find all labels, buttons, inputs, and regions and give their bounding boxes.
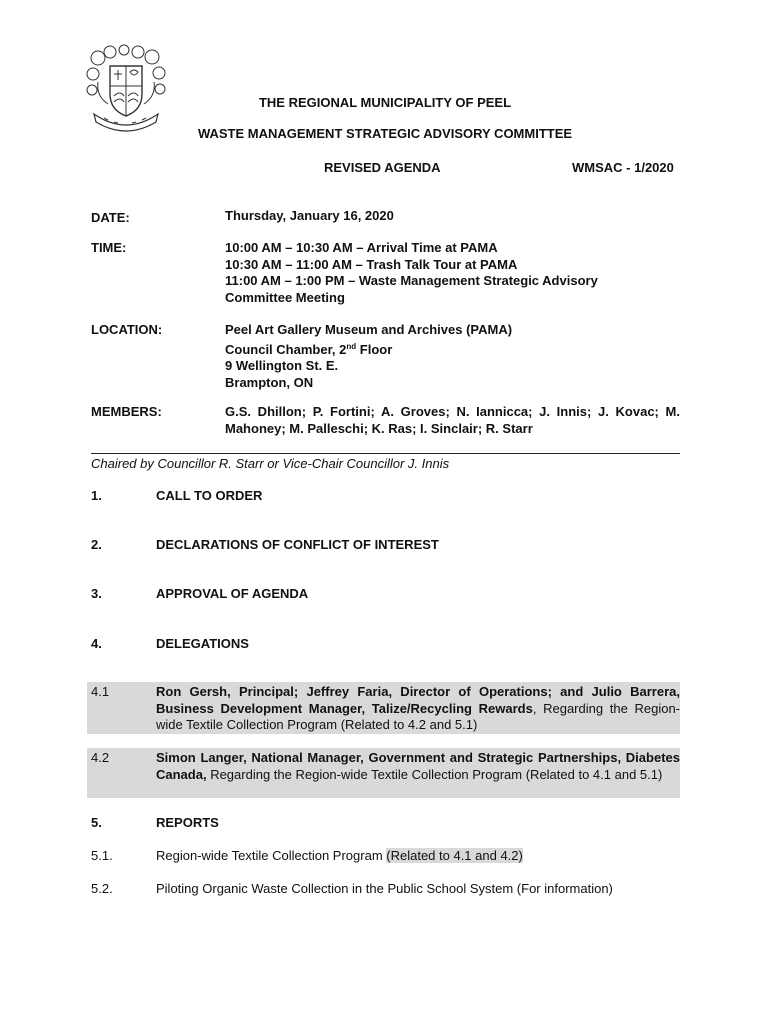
report-textile-collection <box>156 848 523 863</box>
location-chamber: Council Chamber, 2 <box>225 341 347 357</box>
report-title: Region-wide Textile Collection Program <box>156 848 387 863</box>
agenda-code: WMSAC - 1/2020 <box>572 160 674 175</box>
item-approval-of-agenda: APPROVAL OF AGENDA <box>156 586 309 601</box>
delegation-4-2 <box>87 748 680 798</box>
delegation-4-1 <box>87 682 680 734</box>
members-value: G.S. Dhillon; P. Fortini; A. Groves; N. Iannicca; J. Innis; J. Kovac; M. Mahoney; M. Palleschi; K. Ras; I. Sinclair; R. Starr <box>225 404 680 436</box>
report-number: 5.1. <box>91 848 113 863</box>
item-call-to-order: CALL TO ORDER <box>156 488 263 503</box>
committee-title: WASTE MANAGEMENT STRATEGIC ADVISORY COMMITTEE <box>197 126 573 141</box>
delegation-subject: Regarding the Region-wide Textile Collection Program (Related to 4.1 and 5.1) <box>206 766 663 782</box>
time-line: Committee Meeting <box>225 289 345 305</box>
date-value: Thursday, January 16, 2020 <box>225 208 394 223</box>
item-number: 2. <box>91 537 102 552</box>
location-label: LOCATION: <box>91 322 163 337</box>
item-reports: REPORTS <box>156 815 219 830</box>
delegation-number: 4.2 <box>91 750 110 765</box>
section-divider <box>91 453 680 454</box>
time-label: TIME: <box>91 240 127 255</box>
members-label: MEMBERS: <box>91 404 162 419</box>
time-line: 10:00 AM – 10:30 AM – Arrival Time at PAMA <box>225 240 498 255</box>
date-label: DATE: <box>91 210 130 225</box>
time-value <box>225 240 598 306</box>
report-organic-waste-pilot: Piloting Organic Waste Collection in the Public School System (For information) <box>156 881 613 896</box>
item-number: 3. <box>91 586 102 601</box>
agenda-title: REVISED AGENDA <box>324 160 441 175</box>
location-line <box>225 339 512 359</box>
delegation-speakers: Ron Gersh, Principal; Jeffrey Faria, Director of Operations; and Julio Barrera, Business Development Manager, Talize/Recycling Rewards <box>156 684 680 716</box>
item-number: 5. <box>91 815 102 830</box>
location-line: 9 Wellington St. E. <box>225 358 339 373</box>
location-floor: Floor <box>356 341 393 357</box>
time-line: 10:30 AM – 11:00 AM – Trash Talk Tour at PAMA <box>225 256 518 272</box>
delegation-speakers: Simon Langer, National Manager, Government and Strategic Partnerships, Diabetes Canada, <box>156 750 680 782</box>
item-number: 4. <box>91 636 102 651</box>
delegation-subject: , Regarding the Region-wide Textile Collection Program (Related to 4.2 and 5.1) <box>156 700 681 732</box>
org-title: THE REGIONAL MUNICIPALITY OF PEEL <box>258 95 512 110</box>
location-ordinal: nd <box>346 341 357 351</box>
time-line: 11:00 AM – 1:00 PM – Waste Management Strategic Advisory <box>225 273 598 288</box>
item-delegations: DELEGATIONS <box>156 636 249 651</box>
delegation-text <box>156 750 680 783</box>
chaired-by: Chaired by Councillor R. Starr or Vice-Chair Councillor J. Innis <box>91 456 450 471</box>
location-line: Peel Art Gallery Museum and Archives (PAMA) <box>225 322 513 337</box>
report-related-note: (Related to 4.1 and 4.2) <box>386 848 523 863</box>
delegation-number: 4.1 <box>91 684 110 699</box>
location-line: Brampton, ON <box>225 374 314 390</box>
item-declarations: DECLARATIONS OF CONFLICT OF INTEREST <box>156 537 439 552</box>
location-value <box>225 322 512 391</box>
report-number: 5.2. <box>91 881 113 896</box>
regional-crest-logo <box>84 44 168 136</box>
delegation-text <box>156 684 680 734</box>
item-number: 1. <box>91 488 102 503</box>
